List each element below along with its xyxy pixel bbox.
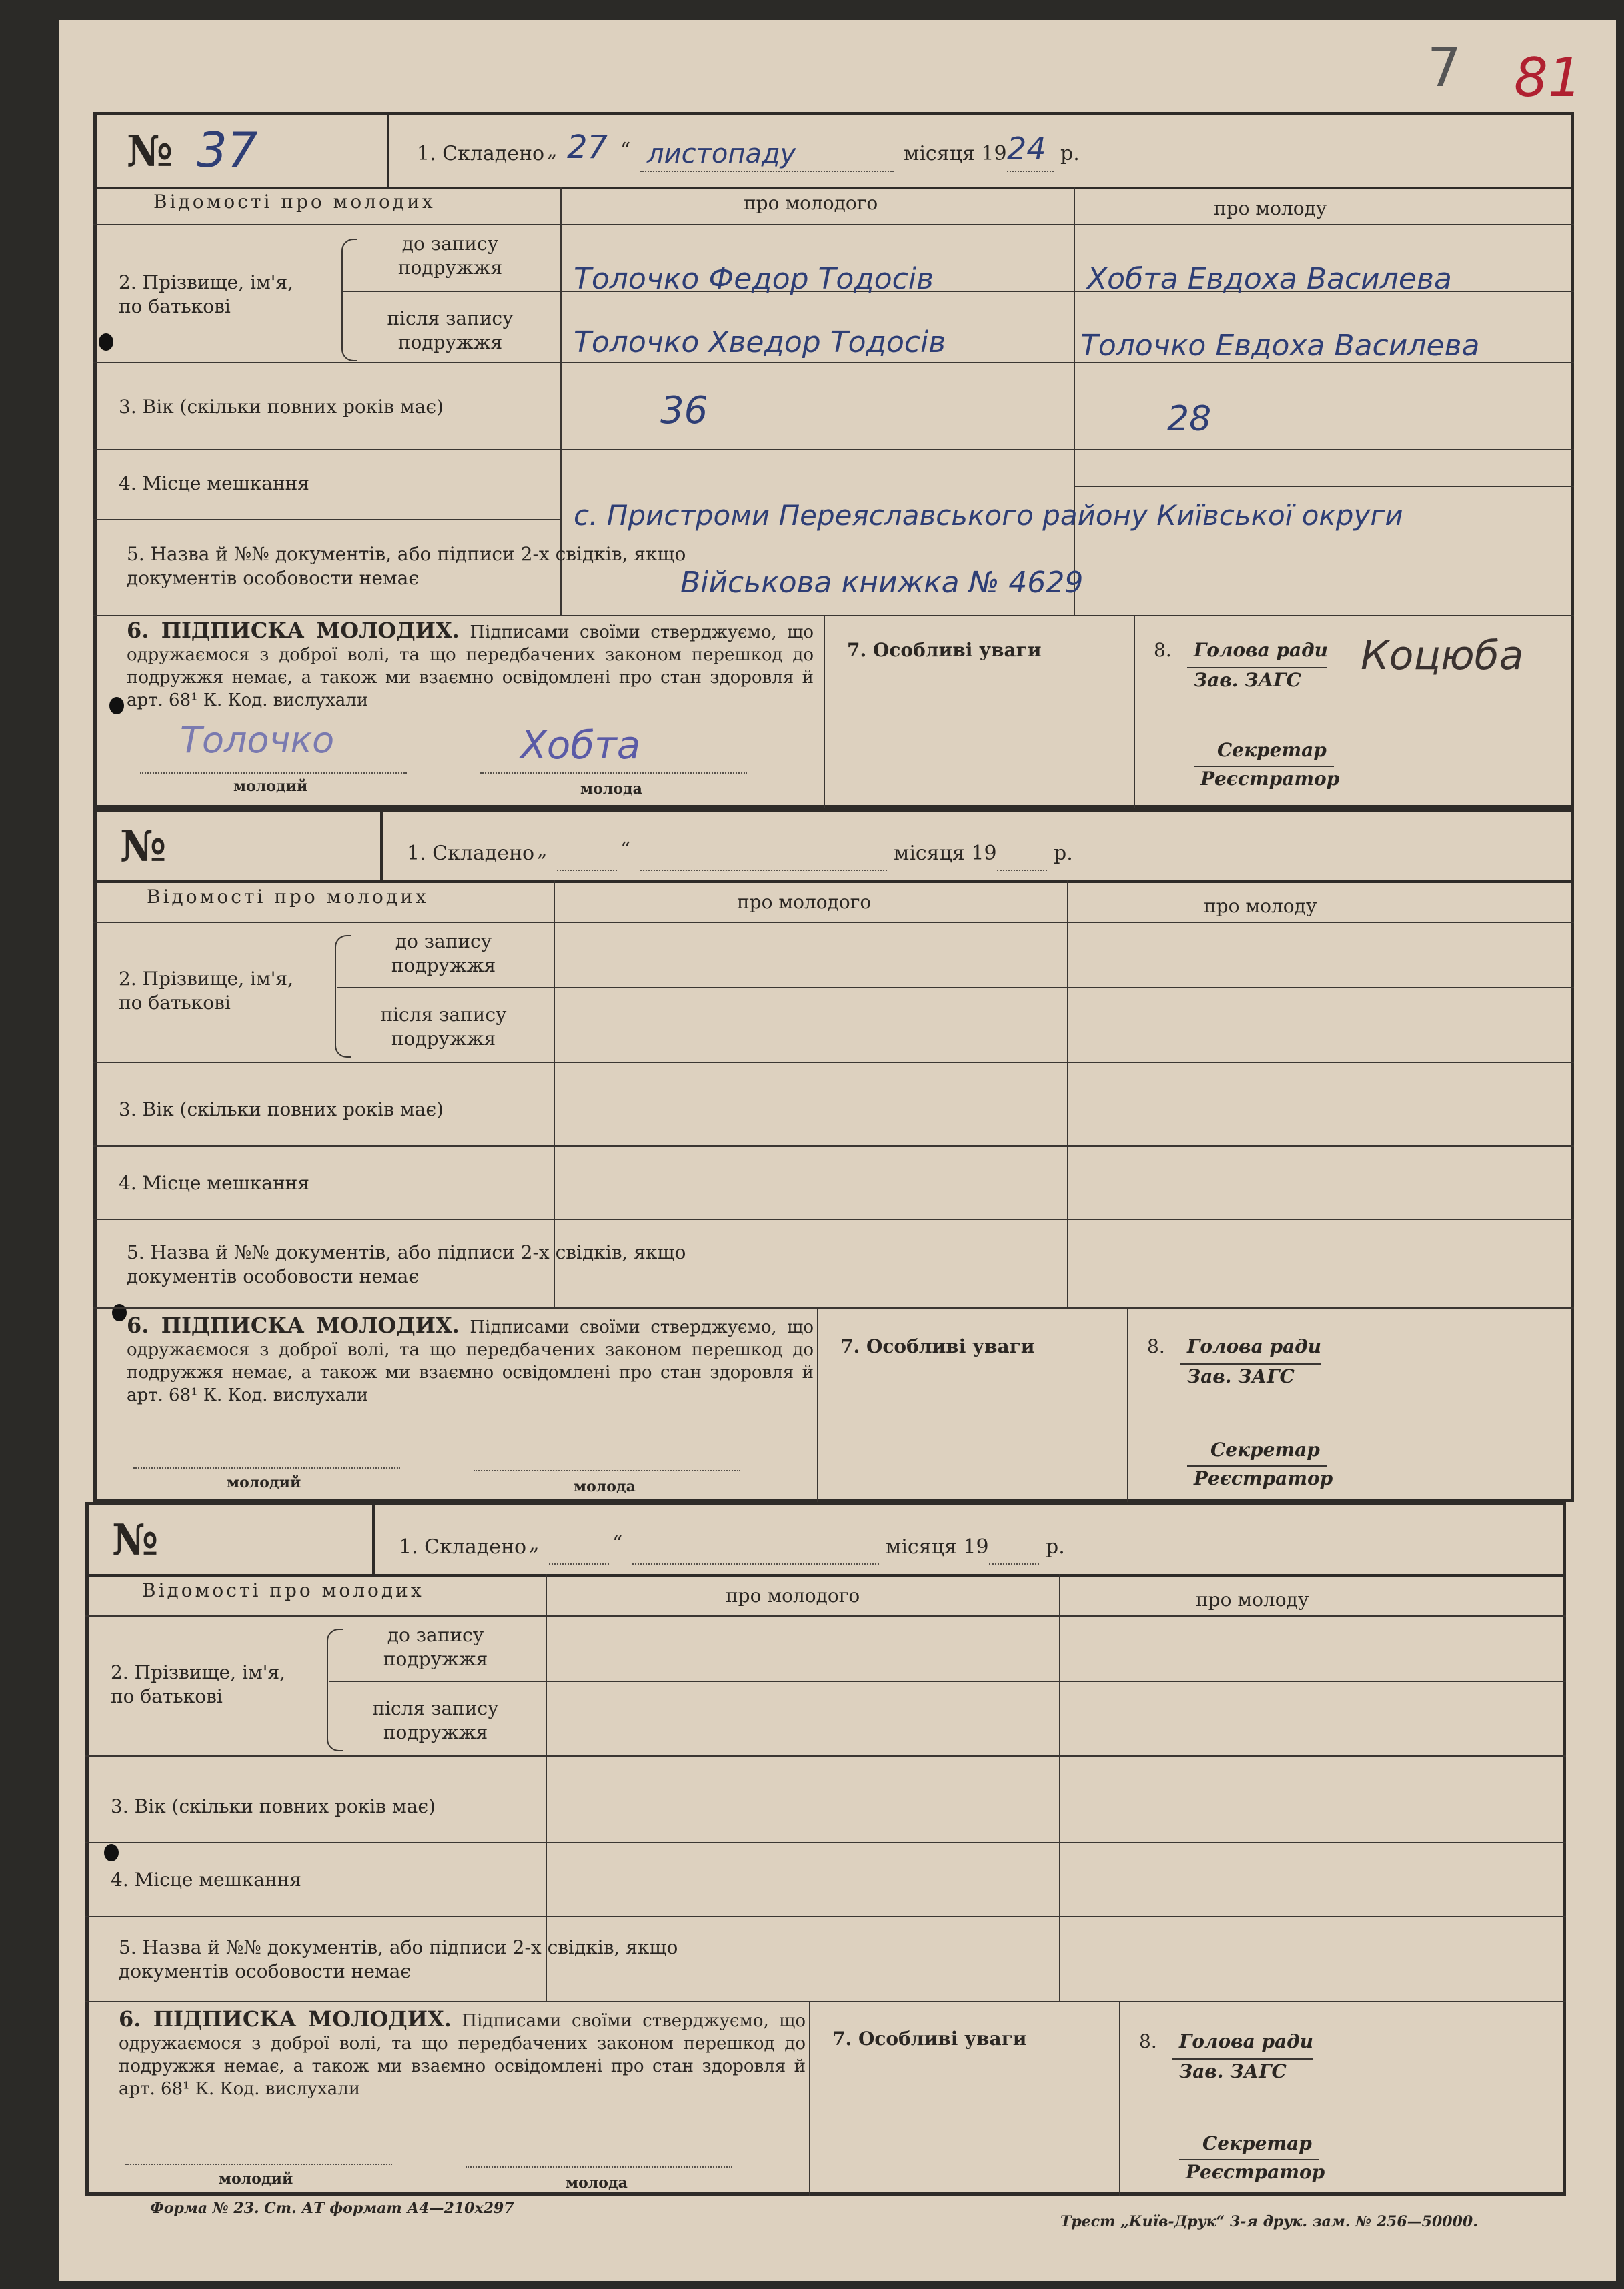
documents-label: 5. Назва й №№ документів, або підписи 2-х свідків, якщо документів особовости немає (127, 543, 686, 589)
month-label: місяця 19 (904, 142, 1007, 165)
groom-name-before: Толочко Федор Тодосів (574, 262, 934, 296)
printer-footer: Трест „Київ-Друк“ 3-я друк. зам. № 256—50000. (1060, 2213, 1478, 2230)
archive-number-pencil: 7 (1427, 37, 1461, 99)
info-header: Відомості про молодих (153, 191, 436, 213)
groom-age: 36 (660, 389, 708, 432)
head-council-label: Голова ради (1194, 639, 1329, 661)
record-number: 37 (197, 122, 258, 178)
head-zags-label: Зав. ЗАГС (1194, 669, 1301, 691)
groom-header: про молодого (744, 192, 878, 214)
registrar-label: Реєстратор (1200, 768, 1340, 790)
groom-sig-caption: молодий (233, 778, 308, 795)
after-marriage-label: після запису подружжя (387, 307, 514, 353)
secretary-label: Секретар (1217, 739, 1327, 761)
signature-text: 6. ПІДПИСКА МОЛОДИХ. Підписами своїми стверджуємо, що одружаємося з доброї волі, та що передбачених законом перешкод до подружжя немає, а також ми взаємно освідомлені про стан здоровля й арт. 68¹ К. Код. вислухали (127, 1313, 814, 1405)
bride-age: 28 (1167, 399, 1212, 439)
bride-header: про молоду (1214, 197, 1327, 219)
record-year: 24 (1007, 131, 1046, 167)
groom-signature: Толочко (180, 719, 335, 761)
before-marriage-label: до запису подружжя (397, 233, 503, 279)
head-signature: Коцюба (1361, 632, 1524, 679)
archive-number-red: 81 (1514, 47, 1582, 109)
documents: Військова книжка № 4629 (680, 566, 1084, 600)
form-footer: Форма № 23. Ст. АТ формат А4—210х297 (150, 2200, 514, 2217)
signature-text: 6. ПІДПИСКА МОЛОДИХ. Підписами своїми стверджуємо, що одружаємося з доброї волі, та що передбачених законом перешкод до подружжя немає, а також ми взаємно освідомлені про стан здоровля й арт. 68¹ К. Код. вислухали (127, 618, 814, 710)
special-notes-label: 7. Особливі уваги (847, 639, 1042, 661)
signature-text: 6. ПІДПИСКА МОЛОДИХ. Підписами своїми стверджуємо, що одружаємося з доброї волі, та що передбачених законом перешкод до подружжя немає, а також ми взаємно освідомлені про стан здоровля й арт. 68¹ К. Код. вислухали (119, 2006, 806, 2099)
residence-label: 4. Місце мешкання (119, 472, 309, 494)
bride-name-after: Толочко Евдоха Василева (1080, 329, 1480, 363)
record-number-sign: № (127, 127, 173, 177)
record-month: листопаду (647, 139, 796, 169)
record-section-2: № 1. Складено „ “ місяця 19 р. Відомості про молодих про молодого про молоду 2. Прізвище, ім'я, по батькові до запису подружжя після запису подружжя 3. Вік (скільки повних років має) 4. Місце мешкання 5. Назва й №№ документів, або підписи 2-х свідків, якщо документів особовости немає 6. ПІДПИСКА МОЛОДИХ. Підписами своїми стверджуємо, що одружаємося з доброї волі, та що передбачених законом перешкод до подружжя немає, а також ми взаємно освідомлені про стан здоровля й арт. 68¹ К. Код. вислухали 7. Особливі уваги 8. Голова ради Зав. ЗАГС Секретар Реєстратор молодий молода (93, 808, 1574, 1502)
record-day: 27 (567, 129, 608, 166)
compiled-label: 1. Складено (417, 142, 545, 165)
bride-sig-caption: молода (580, 780, 642, 798)
record-number-sign: № (120, 822, 167, 872)
age-label: 3. Вік (скільки повних років має) (119, 396, 444, 418)
bride-signature: Хобта (520, 722, 641, 768)
groom-name-after: Толочко Хведор Тодосів (574, 325, 946, 359)
record-number-sign: № (112, 1515, 159, 1565)
record-section-3: № 1. Складено „ “ місяця 19 р. Відомості про молодих про молодого про молоду 2. Прізвище, ім'я, по батькові до запису подружжя після запису подружжя 3. Вік (скільки повних років має) 4. Місце мешкання 5. Назва й №№ документів, або підписи 2-х свідків, якщо документів особовости немає 6. ПІДПИСКА МОЛОДИХ. Підписами своїми стверджуємо, що одружаємося з доброї волі, та що передбачених законом перешкод до подружжя немає, а також ми взаємно освідомлені про стан здоровля й арт. 68¹ К. Код. вислухали 7. Особливі уваги 8. Голова ради Зав. ЗАГС Секретар Реєстратор молодий молода (85, 1502, 1566, 2196)
surname-label: 2. Прізвище, ім'я, по батькові (119, 271, 294, 317)
record-section-1: № 37 1. Складено „ 27 “ листопаду місяця 19 24 р. Відомості про молодих про молодого про молоду 2. Прізвище, ім'я, по батькові до запису подружжя після запису подружжя Толочко Федор Тодосів Толочко Хведор Тодосів Хобта Евдоха Василева Толочко Евдоха Василева 3. Вік (скільки повних років має) 36 28 4. Місце мешкання с. Пристроми Переяславського району Київської округи 5. Назва й №№ документів, або підписи 2-х свідків, якщо документів особовости немає Військова книжка № 4629 6. ПІДПИСКА МОЛОДИХ. Підписами своїми стверджуємо, що одружаємося з доброї волі, та що передбачених законом перешкод до подружжя немає, а також ми взаємно освідомлені про стан здоровля й арт. 68¹ К. Код. вислухали 7. Особливі уваги 8. Голова ради Зав. ЗАГС Коцюба Секретар Реєстратор Толочко Хобта молодий молода (93, 112, 1574, 808)
bride-name-before: Хобта Евдоха Василева (1087, 262, 1452, 296)
residence: с. Пристроми Переяславського району Київської округи (574, 499, 1403, 532)
